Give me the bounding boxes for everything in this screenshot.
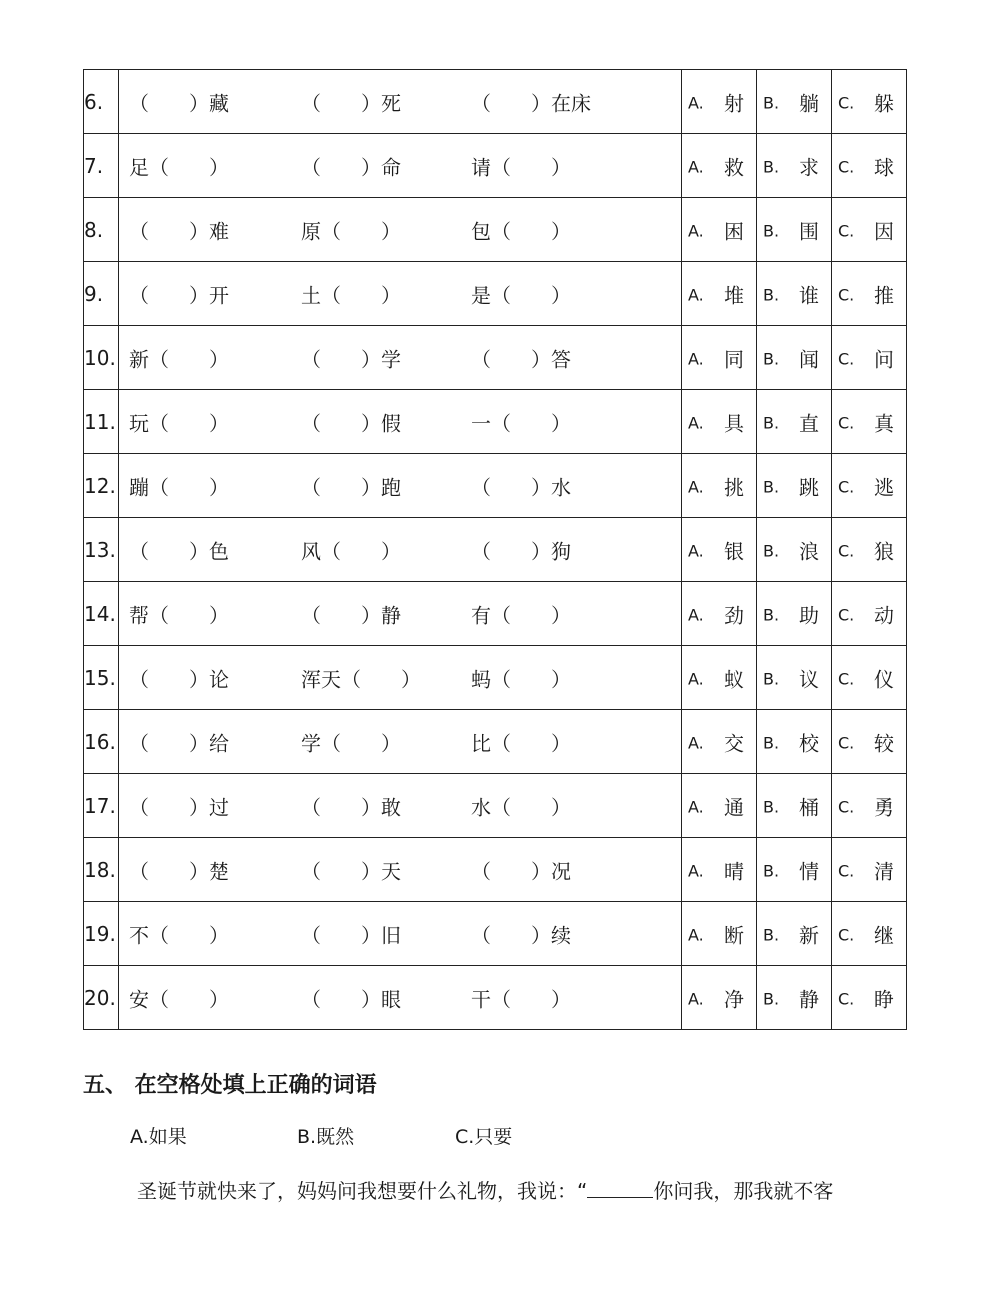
option-a[interactable]	[682, 774, 757, 838]
option-letter: B.	[763, 924, 780, 944]
phrase-3[interactable]: （ ）续	[471, 923, 571, 947]
option-letter: B.	[763, 412, 780, 432]
question-number: 13.	[84, 518, 119, 582]
question-number: 14.	[84, 582, 119, 646]
phrase-3[interactable]: 请（ ）	[471, 155, 571, 179]
option-letter: C.	[838, 220, 855, 240]
option-a[interactable]	[682, 262, 757, 326]
option-char: 静	[799, 987, 819, 1011]
option-b[interactable]	[757, 390, 832, 454]
option-char: 断	[724, 923, 744, 947]
option-letter: B.	[763, 604, 780, 624]
option-char: 躺	[799, 91, 819, 115]
option-char: 动	[874, 603, 894, 627]
option-c[interactable]	[832, 518, 907, 582]
question-cell	[119, 262, 682, 326]
question-cell	[119, 582, 682, 646]
option-letter: B.	[763, 540, 780, 560]
option-char: 助	[799, 603, 819, 627]
option-letter: A.	[688, 732, 704, 752]
phrase-2[interactable]: （ ）假	[301, 411, 401, 435]
phrase-1[interactable]: （ ）楚	[129, 859, 229, 883]
phrase-1[interactable]: （ ）给	[129, 731, 229, 755]
option-letter: A.	[688, 412, 704, 432]
option-a[interactable]	[682, 710, 757, 774]
option-char: 真	[874, 411, 894, 435]
option-letter: C.	[838, 92, 855, 112]
option-letter: C.	[838, 284, 855, 304]
option-a[interactable]	[682, 646, 757, 710]
option-letter: C.	[838, 476, 855, 496]
option-char: 同	[724, 347, 744, 371]
phrase-3[interactable]: 比（ ）	[471, 731, 571, 755]
option-letter: B.	[763, 156, 780, 176]
option-b[interactable]	[757, 774, 832, 838]
option-b[interactable]	[757, 646, 832, 710]
option-letter: C.	[838, 604, 855, 624]
option-letter: C.	[838, 156, 855, 176]
option-char: 情	[799, 859, 819, 883]
question-number: 12.	[84, 454, 119, 518]
option-a[interactable]	[682, 198, 757, 262]
question-number: 9.	[84, 262, 119, 326]
phrase-3[interactable]: 包（ ）	[471, 219, 571, 243]
option-char: 闻	[799, 347, 819, 371]
question-number: 20.	[84, 966, 119, 1030]
choice-a: A.如果	[130, 1126, 187, 1148]
option-c[interactable]	[832, 582, 907, 646]
option-char: 交	[724, 731, 744, 755]
option-letter: A.	[688, 860, 704, 880]
phrase-2[interactable]: 原（ ）	[301, 219, 401, 243]
option-a[interactable]	[682, 902, 757, 966]
option-char: 净	[724, 987, 744, 1011]
option-letter: C.	[838, 348, 855, 368]
option-char: 躲	[874, 91, 894, 115]
option-letter: A.	[688, 220, 704, 240]
question-row	[84, 966, 907, 1030]
option-char: 银	[724, 539, 744, 563]
question-row	[84, 454, 907, 518]
option-char: 议	[799, 667, 819, 691]
option-letter: A.	[688, 668, 704, 688]
phrase-1[interactable]: （ ）过	[129, 795, 229, 819]
phrase-2[interactable]: 土（ ）	[301, 283, 401, 307]
option-c[interactable]	[832, 774, 907, 838]
option-letter: B.	[763, 476, 780, 496]
option-b[interactable]	[757, 902, 832, 966]
option-char: 堆	[724, 283, 744, 307]
phrase-3[interactable]: 有（ ）	[471, 603, 571, 627]
option-letter: A.	[688, 476, 704, 496]
option-letter: C.	[838, 732, 855, 752]
option-letter: C.	[838, 540, 855, 560]
option-letter: B.	[763, 796, 780, 816]
phrase-2[interactable]: （ ）命	[301, 155, 401, 179]
option-letter: A.	[688, 92, 704, 112]
question-cell	[119, 70, 682, 134]
option-c[interactable]	[832, 710, 907, 774]
option-letter: B.	[763, 348, 780, 368]
option-b[interactable]	[757, 966, 832, 1030]
option-b[interactable]	[757, 262, 832, 326]
question-number: 7.	[84, 134, 119, 198]
option-c[interactable]	[832, 198, 907, 262]
passage-text	[137, 1175, 833, 1204]
option-letter: A.	[688, 156, 704, 176]
question-row	[84, 774, 907, 838]
passage-after: 你问我，那我就不客	[653, 1179, 834, 1203]
phrase-1[interactable]: 足（ ）	[129, 155, 229, 179]
phrase-1[interactable]: 帮（ ）	[129, 603, 229, 627]
option-letter: C.	[838, 860, 855, 880]
option-b[interactable]	[757, 198, 832, 262]
option-letter: A.	[688, 348, 704, 368]
question-cell	[119, 966, 682, 1030]
option-char: 桶	[799, 795, 819, 819]
question-cell	[119, 454, 682, 518]
option-c[interactable]	[832, 838, 907, 902]
phrase-3[interactable]: 水（ ）	[471, 795, 571, 819]
phrase-1[interactable]: （ ）难	[129, 219, 229, 243]
question-row	[84, 902, 907, 966]
option-letter: C.	[838, 412, 855, 432]
question-row	[84, 838, 907, 902]
option-b[interactable]	[757, 70, 832, 134]
option-letter: B.	[763, 732, 780, 752]
choice-c: C.只要	[455, 1126, 513, 1148]
phrase-1[interactable]: 新（ ）	[129, 347, 229, 371]
option-c[interactable]	[832, 966, 907, 1030]
option-char: 救	[724, 155, 744, 179]
option-a[interactable]	[682, 582, 757, 646]
option-char: 浪	[799, 539, 819, 563]
phrase-1[interactable]: 玩（ ）	[129, 411, 229, 435]
phrase-3[interactable]: （ ）水	[471, 475, 571, 499]
question-cell	[119, 518, 682, 582]
option-a[interactable]	[682, 70, 757, 134]
phrase-3[interactable]: （ ）答	[471, 347, 571, 371]
option-char: 问	[874, 347, 894, 371]
question-row	[84, 198, 907, 262]
option-char: 继	[874, 923, 894, 947]
option-c[interactable]	[832, 134, 907, 198]
phrase-2[interactable]: 风（ ）	[301, 539, 401, 563]
option-char: 仪	[874, 667, 894, 691]
question-number: 11.	[84, 390, 119, 454]
option-letter: A.	[688, 924, 704, 944]
option-letter: A.	[688, 604, 704, 624]
option-letter: A.	[688, 988, 704, 1008]
question-number: 19.	[84, 902, 119, 966]
question-row	[84, 710, 907, 774]
option-char: 清	[874, 859, 894, 883]
option-b[interactable]	[757, 134, 832, 198]
question-row	[84, 326, 907, 390]
phrase-2[interactable]: （ ）静	[301, 603, 401, 627]
phrase-3[interactable]: （ ）况	[471, 859, 571, 883]
option-c[interactable]	[832, 326, 907, 390]
option-letter: A.	[688, 284, 704, 304]
option-b[interactable]	[757, 838, 832, 902]
option-c[interactable]	[832, 390, 907, 454]
option-letter: B.	[763, 668, 780, 688]
question-row	[84, 70, 907, 134]
option-char: 勇	[874, 795, 894, 819]
phrase-1[interactable]: （ ）色	[129, 539, 229, 563]
option-char: 困	[724, 219, 744, 243]
option-c[interactable]	[832, 70, 907, 134]
option-char: 因	[874, 219, 894, 243]
option-a[interactable]	[682, 390, 757, 454]
option-b[interactable]	[757, 582, 832, 646]
question-cell	[119, 134, 682, 198]
section-title: 五、 在空格处填上正确的词语	[83, 1073, 377, 1098]
option-a[interactable]	[682, 326, 757, 390]
option-char: 劲	[724, 603, 744, 627]
phrase-3[interactable]: 干（ ）	[471, 987, 571, 1011]
question-number: 10.	[84, 326, 119, 390]
question-number: 15.	[84, 646, 119, 710]
option-char: 直	[799, 411, 819, 435]
phrase-1[interactable]: 蹦（ ）	[129, 475, 229, 499]
option-b[interactable]	[757, 326, 832, 390]
option-a[interactable]	[682, 454, 757, 518]
option-c[interactable]	[832, 454, 907, 518]
option-letter: A.	[688, 796, 704, 816]
option-char: 狼	[874, 539, 894, 563]
question-cell	[119, 198, 682, 262]
option-char: 睁	[874, 987, 894, 1011]
question-row	[84, 390, 907, 454]
choice-b: B.既然	[297, 1126, 355, 1148]
option-char: 求	[799, 155, 819, 179]
phrase-2[interactable]: （ ）旧	[301, 923, 401, 947]
option-char: 推	[874, 283, 894, 307]
phrase-2[interactable]: （ ）敢	[301, 795, 401, 819]
question-cell	[119, 646, 682, 710]
option-char: 校	[799, 731, 819, 755]
question-cell	[119, 902, 682, 966]
option-char: 蚁	[724, 667, 744, 691]
phrase-1[interactable]: 安（ ）	[129, 987, 229, 1011]
option-a[interactable]	[682, 966, 757, 1030]
option-char: 跳	[799, 475, 819, 499]
passage-before: 圣诞节就快来了，妈妈问我想要什么礼物，我说：“	[137, 1179, 588, 1203]
option-char: 通	[724, 795, 744, 819]
phrase-2[interactable]: 学（ ）	[301, 731, 401, 755]
option-c[interactable]	[832, 902, 907, 966]
question-number: 6.	[84, 70, 119, 134]
question-number: 16.	[84, 710, 119, 774]
option-letter: A.	[688, 540, 704, 560]
option-letter: C.	[838, 668, 855, 688]
option-b[interactable]	[757, 518, 832, 582]
option-a[interactable]	[682, 838, 757, 902]
phrase-3[interactable]: 蚂（ ）	[471, 667, 571, 691]
phrase-1[interactable]: 不（ ）	[129, 923, 229, 947]
question-row	[84, 518, 907, 582]
question-cell	[119, 838, 682, 902]
answer-blank[interactable]	[587, 1177, 653, 1198]
question-cell	[119, 390, 682, 454]
option-letter: B.	[763, 284, 780, 304]
question-number: 17.	[84, 774, 119, 838]
question-row	[84, 262, 907, 326]
option-char: 球	[874, 155, 894, 179]
option-char: 谁	[799, 283, 819, 307]
question-number: 18.	[84, 838, 119, 902]
question-row	[84, 134, 907, 198]
phrase-1[interactable]: （ ）开	[129, 283, 229, 307]
question-row	[84, 582, 907, 646]
phrase-3[interactable]: （ ）狗	[471, 539, 571, 563]
option-char: 较	[874, 731, 894, 755]
option-char: 挑	[724, 475, 744, 499]
phrase-2[interactable]: 浑天（ ）	[301, 667, 421, 691]
option-c[interactable]	[832, 262, 907, 326]
option-char: 新	[799, 923, 819, 947]
option-char: 逃	[874, 475, 894, 499]
question-cell	[119, 326, 682, 390]
option-char: 具	[724, 411, 744, 435]
option-letter: B.	[763, 988, 780, 1008]
option-b[interactable]	[757, 710, 832, 774]
phrase-3[interactable]: （ ）在床	[471, 91, 591, 115]
phrase-3[interactable]: 一（ ）	[471, 411, 571, 435]
option-char: 围	[799, 219, 819, 243]
option-letter: C.	[838, 924, 855, 944]
option-letter: B.	[763, 220, 780, 240]
option-letter: B.	[763, 860, 780, 880]
phrase-2[interactable]: （ ）学	[301, 347, 401, 371]
option-letter: B.	[763, 92, 780, 112]
option-letter: C.	[838, 796, 855, 816]
option-a[interactable]	[682, 518, 757, 582]
question-cell	[119, 710, 682, 774]
question-cell	[119, 774, 682, 838]
option-a[interactable]	[682, 134, 757, 198]
choice-table	[83, 69, 907, 1030]
phrase-2[interactable]: （ ）跑	[301, 475, 401, 499]
option-c[interactable]	[832, 646, 907, 710]
phrase-3[interactable]: 是（ ）	[471, 283, 571, 307]
question-row	[84, 646, 907, 710]
option-char: 射	[724, 91, 744, 115]
option-b[interactable]	[757, 454, 832, 518]
phrase-1[interactable]: （ ）藏	[129, 91, 229, 115]
phrase-2[interactable]: （ ）死	[301, 91, 401, 115]
phrase-2[interactable]: （ ）眼	[301, 987, 401, 1011]
option-letter: C.	[838, 988, 855, 1008]
phrase-2[interactable]: （ ）天	[301, 859, 401, 883]
question-number: 8.	[84, 198, 119, 262]
phrase-1[interactable]: （ ）论	[129, 667, 229, 691]
option-char: 晴	[724, 859, 744, 883]
